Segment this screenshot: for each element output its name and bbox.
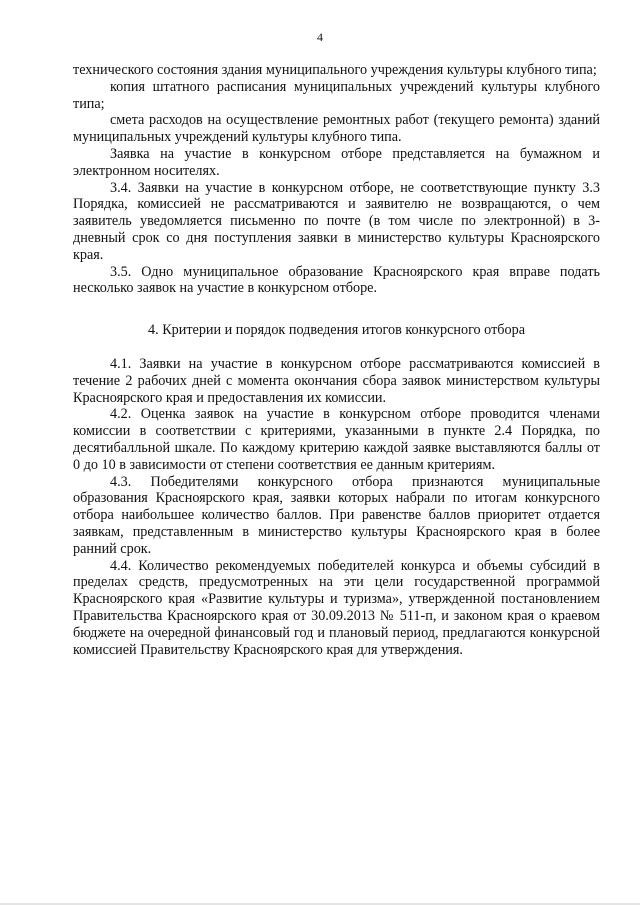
page-number: 4 [317, 30, 323, 44]
paragraph-4-4: 4.4. Количество рекомендуемых победителей конкурса и объемы субсидий в пределах средств, предусмотренных на эти цели государственной программой Красноярского края «Развитие культуры и туризма», утвержденной постановлением Правительства Красноярского края от 30.09.2013 № 511-п, и законом края о краевом бюджете на очередной финансовый год и плановый период, предлагаются конкурсной комиссией Правительству Красноярского края для утверждения. [73, 557, 600, 658]
paragraph-3-4: 3.4. Заявки на участие в конкурсном отборе, не соответствующие пункту 3.3 Порядка, комиссией не рассматриваются и заявителю не возвращаются, о чем заявитель уведомляется письменно по почте (в том числе по электронной) в 3-дневный срок со дня поступления заявки в министерство культуры Красноярского края. [73, 179, 600, 263]
paragraph-4-1: 4.1. Заявки на участие в конкурсном отборе рассматриваются комиссией в течение 2 рабочих дней с момента окончания сбора заявок министерством культуры Красноярского края и предоставления их комиссии. [73, 355, 600, 406]
document-body [73, 62, 600, 658]
paragraph-4-3: 4.3. Победителями конкурсного отбора признаются муниципальные образования Красноярского края, заявки которых набрали по итогам конкурсного отбора наибольшее количество баллов. При равенстве баллов приоритет отдается заявкам, представленным в министерство культуры Красноярского края в более ранний срок. [73, 473, 600, 557]
paragraph-submission-format: Заявка на участие в конкурсном отборе представляется на бумажном и электронном носителях. [73, 145, 600, 179]
paragraph-3-5: 3.5. Одно муниципальное образование Красноярского края вправе подать несколько заявок на участие в конкурсном отборе. [73, 263, 600, 297]
paragraph-4-2: 4.2. Оценка заявок на участие в конкурсном отборе проводится членами комиссии в соответствии с критериями, указанными в пункте 2.4 Порядка, по десятибалльной шкале. По каждому критерию каждой заявке выставляются баллы от 0 до 10 в зависимости от степени соответствия ее данным критериям. [73, 406, 600, 473]
paragraph-staff-schedule: копия штатного расписания муниципальных учреждений культуры клубного типа; [73, 78, 600, 112]
paragraph-repair-estimate: смета расходов на осуществление ремонтных работ (текущего ремонта) зданий муниципальных учреждений культуры клубного типа. [73, 112, 600, 146]
paragraph-building-condition: технического состояния здания муниципального учреждения культуры клубного типа; [73, 62, 597, 78]
section-heading: 4. Критерии и порядок подведения итогов конкурсного отбора [148, 322, 525, 339]
